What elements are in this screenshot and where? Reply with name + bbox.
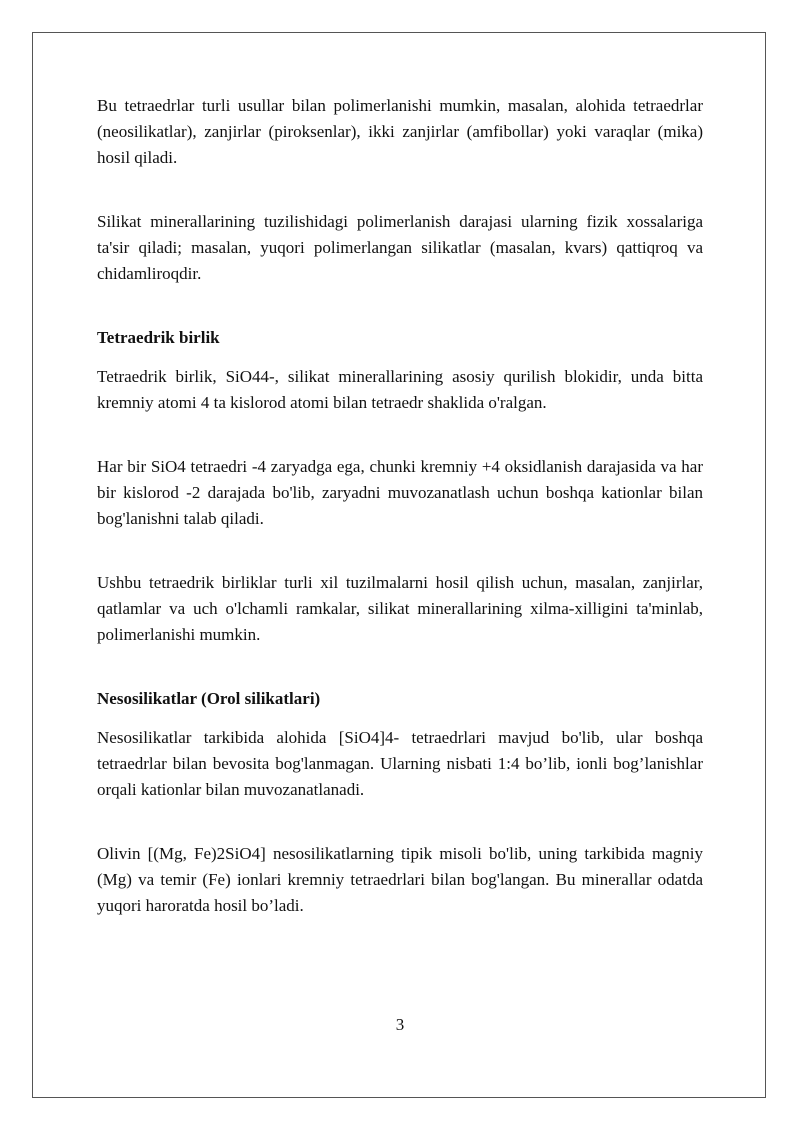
heading-nesosilicates: Nesosilikatlar (Orol silikatlari) [97,689,321,708]
paragraph-nesosilicates: Nesosilikatlar tarkibida alohida [SiO4]4- tetraedrlari mavjud bo'lib, ular boshqa tetraedrlar bilan bevosita bog'lanmagan. Ularning nisbati 1:4 bo’lib, ionli bog’lanishlar orqali kationlar bilan muvozanatlanadi. [97,728,703,799]
paragraph-tetrahedral-structures: Ushbu tetraedrik birliklar turli xil tuzilmalarni hosil qilish uchun, masalan, zanjirlar, qatlamlar va uch o'lchamli ramkalar, silikat minerallarining xilma-xilligini ta'minlab, polimerlanishi mumkin. [97,573,703,644]
paragraph-tetrahedral-unit: Tetraedrik birlik, SiO44-, silikat minerallarining asosiy qurilish blokidir, unda bitta kremniy atomi 4 ta kislorod atomi bilan tetraedr shaklida o'ralgan. [97,367,703,412]
paragraph-tetrahedron-charge: Har bir SiO4 tetraedri -4 zaryadga ega, chunki kremniy +4 oksidlanish darajasida va har bir kislorod -2 darajada bo'lib, zaryadni muvozanatlash uchun boshqa kationlar bilan bog'lanishni talab qiladi. [97,457,703,528]
heading-tetrahedral-unit: Tetraedrik birlik [97,328,220,347]
paragraph-polymerization-degree: Silikat minerallarining tuzilishidagi polimerlanish darajasi ularning fizik xossalariga ta'sir qiladi; masalan, yuqori polimerlangan silikatlar (masalan, kvars) qattiqroq va chidamliroqdir. [97,212,703,283]
paragraph-polymerization-types: Bu tetraedrlar turli usullar bilan polimerlanishi mumkin, masalan, alohida tetraedrlar (neosilikatlar), zanjirlar (piroksenlar), ikki zanjirlar (amfibollar) yoki varaqlar (mika) hosil qiladi. [97,96,703,167]
paragraph-olivine: Olivin [(Mg, Fe)2SiO4] nesosilikatlarning tipik misoli bo'lib, uning tarkibida magniy (Mg) va temir (Fe) ionlari kremniy tetraedrlari bilan bog'langan. Bu minerallar odatda yuqori haroratda hosil bo’ladi. [97,844,703,915]
document-body [97,93,703,919]
page-number: 3 [395,1015,405,1034]
